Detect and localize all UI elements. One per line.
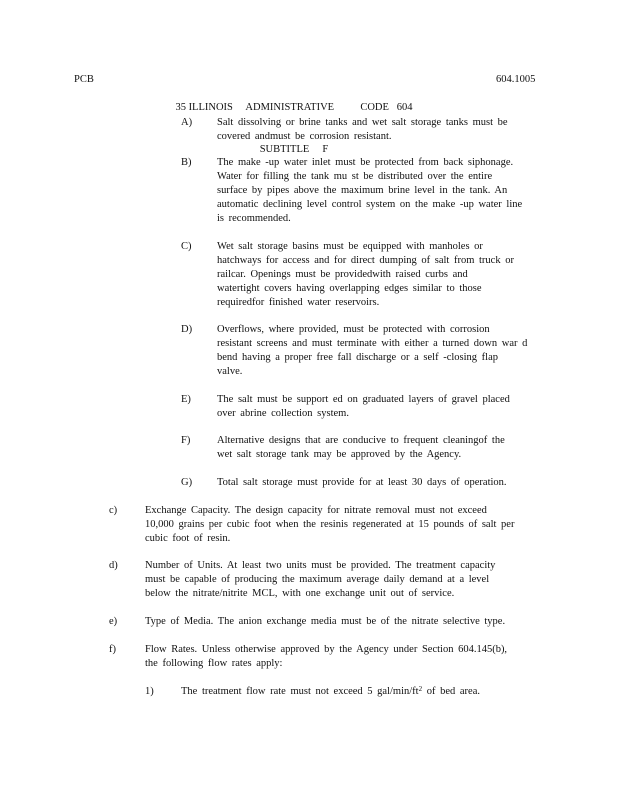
header-subtitle: SUBTITLE F [259, 144, 329, 155]
list-item [181, 240, 514, 310]
list-item-text: Exchange Capacity. The design capacity for nitrate removal must not exceed 10,000 grains per cubic foot when the resinis regenerated at 15 pounds of salt per cubic foot of resin. [145, 505, 515, 544]
list-item [181, 323, 527, 379]
list-item [181, 393, 510, 421]
list-item-label: c) [109, 505, 118, 516]
list-item [109, 504, 514, 546]
list-item [109, 615, 505, 629]
list-item [181, 476, 507, 490]
header-agency: PCB [74, 74, 94, 85]
list-item-text: Type of Media. The anion exchange media must be of the nitrate selective type. [145, 616, 506, 627]
list-item-text [181, 685, 480, 699]
list-item-label: F) [181, 435, 191, 446]
list-item [181, 434, 505, 462]
list-item-text: Alternative designs that are conducive to frequent cleaningof the wet salt storage tank may be approved by the Agency. [217, 435, 505, 460]
list-item-label: f) [109, 644, 116, 655]
header-code-line1: 35 ILLINOIS ADMINISTRATIVE CODE 604 [175, 102, 413, 113]
list-item [181, 156, 522, 226]
list-item [109, 643, 507, 671]
list-item-text: Overflows, where provided, must be protected with corrosion resistant screens and must terminate with either a turned down war d bend having a proper free fall discharge or a self -closing flap valve. [217, 324, 528, 377]
list-item-text: Number of Units. At least two units must be provided. The treatment capacity must be capable of producing the maximum average daily demand at a level below the nitrate/nitrite MCL, with one exchange unit out of service. [145, 560, 496, 599]
list-item-label: E) [181, 394, 191, 405]
list-item-label: B) [181, 157, 192, 168]
list-item-label: d) [109, 560, 118, 571]
list-item [145, 685, 480, 699]
list-item-text: The make -up water inlet must be protected from back siphonage. Water for filling the tank mu st be distributed over the entire surface by pipes above the maximum brine level in the tank. An automatic declining level control system on the make -up water line is recommended. [217, 157, 523, 224]
list-item-label: e) [109, 616, 118, 627]
list-item-text: Flow Rates. Unless otherwise approved by the Agency under Section 604.145(b), the following flow rates apply: [145, 644, 508, 669]
rate-text-after: of bed area. [426, 686, 480, 697]
list-item-label: 1) [145, 686, 154, 697]
list-item-label: C) [181, 241, 192, 252]
rate-text-before: The treatment flow rate must not exceed 5 gal/min/ft [181, 686, 419, 697]
rate-superscript: 2 [418, 685, 423, 693]
list-item [181, 116, 508, 144]
list-item-label: D) [181, 324, 193, 335]
list-item [109, 559, 495, 601]
header-section-number: 604.1005 [496, 74, 536, 85]
list-item-label: A) [181, 117, 193, 128]
list-item-text: Wet salt storage basins must be equipped with manholes or hatchways for access and for direct dumping of salt from truck or railcar. Openings must be providedwith raised curbs and watertight covers having overlapping edges similar to those requiredfor finished water reservoirs. [217, 241, 514, 308]
list-item-text: Total salt storage must provide for at least 30 days of operation. [217, 477, 507, 488]
list-item-label: G) [181, 477, 193, 488]
list-item-text: The salt must be support ed on graduated layers of gravel placed over abrine collection system. [217, 394, 510, 419]
list-item-text: Salt dissolving or brine tanks and wet salt storage tanks must be covered andmust be corrosion resistant. [217, 117, 508, 142]
